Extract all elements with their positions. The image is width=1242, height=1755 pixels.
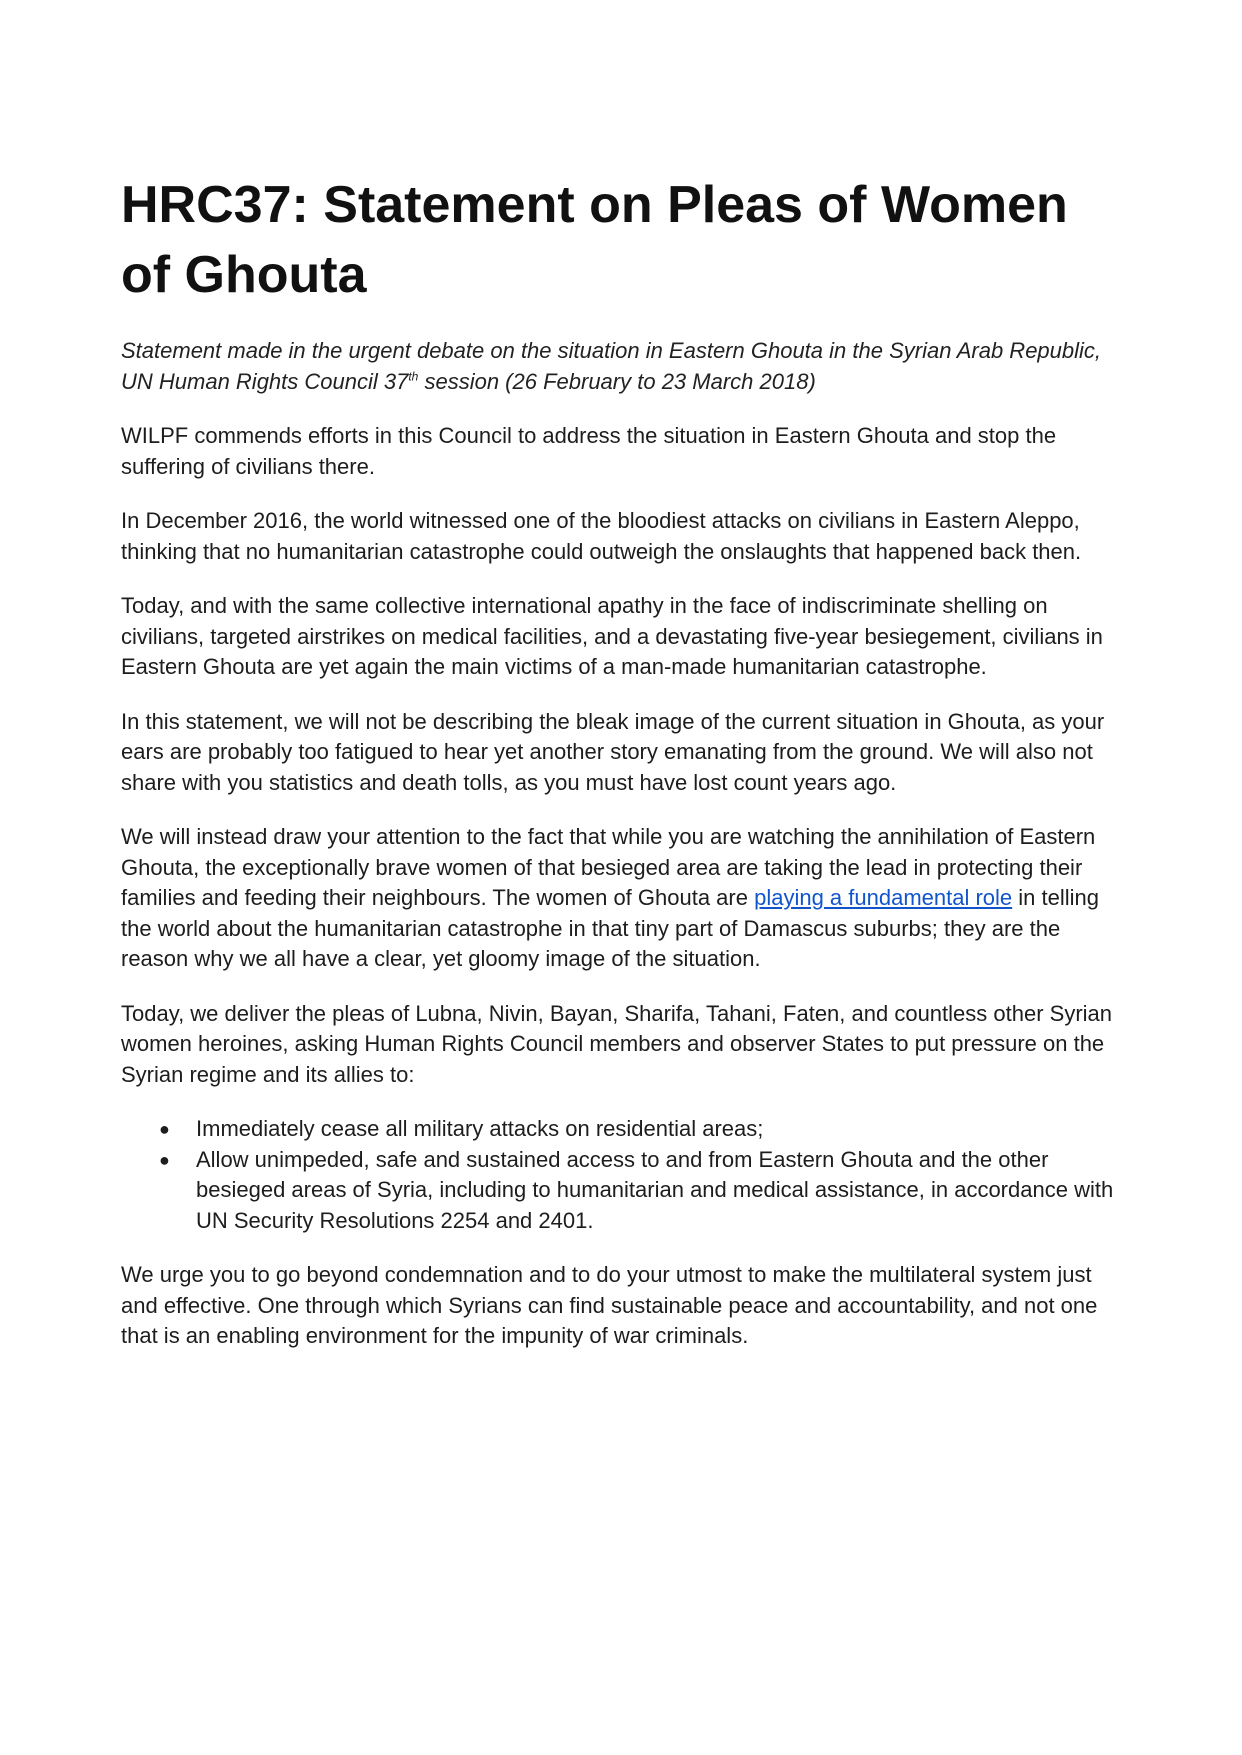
bullet-icon: ● <box>159 1149 170 1170</box>
paragraph-intro: WILPF commends efforts in this Council to address the situation in Eastern Ghouta and stop the suffering of civilians there. <box>121 423 1057 479</box>
paragraph-aleppo: In December 2016, the world witnessed one of the bloodiest attacks on civilians in Eastern Aleppo, thinking that no humanitarian catastrophe could outweigh the onslaughts that happened back then. <box>121 508 1082 564</box>
bullet-icon: ● <box>159 1119 170 1139</box>
list-item <box>121 1114 1131 1145</box>
paragraph-statement: In this statement, we will not be describing the bleak image of the current situation in Ghouta, as your ears are probably too fatigued to hear yet another story emanating from the ground. We will also not share with you statistics and death tolls, as you must have lost count years ago. <box>121 708 1105 795</box>
paragraph-women-text: We will instead draw your attention to the fact that while you are watching the annihilation of Eastern Ghouta, the exceptionally brave women of that besieged area are taking the lead in protecting their families and feeding their neighbours. The women of Ghouta are <box>121 824 1096 910</box>
demands-list <box>121 1114 1131 1236</box>
document-subtitle <box>121 336 1131 397</box>
paragraph-women <box>121 822 1131 975</box>
subtitle-text-end: session (26 February to 23 March 2018) <box>418 368 816 394</box>
playing-fundamental-role-link[interactable]: playing a fundamental role <box>754 885 1013 910</box>
subtitle-ordinal-suffix: th <box>408 369 419 384</box>
subtitle-text: Statement made in the urgent debate on the situation in Eastern Ghouta in the Syrian Arab Republic, UN Human Rights Council 37 <box>121 338 1102 394</box>
list-item <box>121 1145 1131 1237</box>
paragraph-today: Today, and with the same collective international apathy in the face of indiscriminate shelling on civilians, targeted airstrikes on medical facilities, and a devastating five-year besiegement, civilians in Eastern Ghouta are yet again the main victims of a man-made humanitarian catastrophe. <box>121 593 1103 679</box>
list-item-text: Immediately cease all military attacks on residential areas; <box>196 1116 764 1141</box>
list-item-text: Allow unimpeded, safe and sustained access to and from Eastern Ghouta and the other besieged areas of Syria, including to humanitarian and medical assistance, in accordance with UN Security Resolutions 2254 and 2401. <box>196 1146 1114 1233</box>
paragraph-pleas: Today, we deliver the pleas of Lubna, Nivin, Bayan, Sharifa, Tahani, Faten, and countless other Syrian women heroines, asking Human Rights Council members and observer States to put pressure on the Syrian regime and its allies to: <box>121 1000 1112 1087</box>
paragraph-closing: We urge you to go beyond condemnation and to do your utmost to make the multilateral system just and effective. One through which Syrians can find sustainable peace and accountability, and not one that is an enabling environment for the impunity of war criminals. <box>121 1262 1098 1348</box>
document-page <box>121 170 1131 1376</box>
document-title: HRC37: Statement on Pleas of Women of Ghouta <box>121 176 1068 304</box>
paragraph-women-text-end: in telling the world about the humanitarian catastrophe in that tiny part of Damascus suburbs; they are the reason why we all have a clear, yet gloomy image of the situation. <box>121 885 1099 971</box>
